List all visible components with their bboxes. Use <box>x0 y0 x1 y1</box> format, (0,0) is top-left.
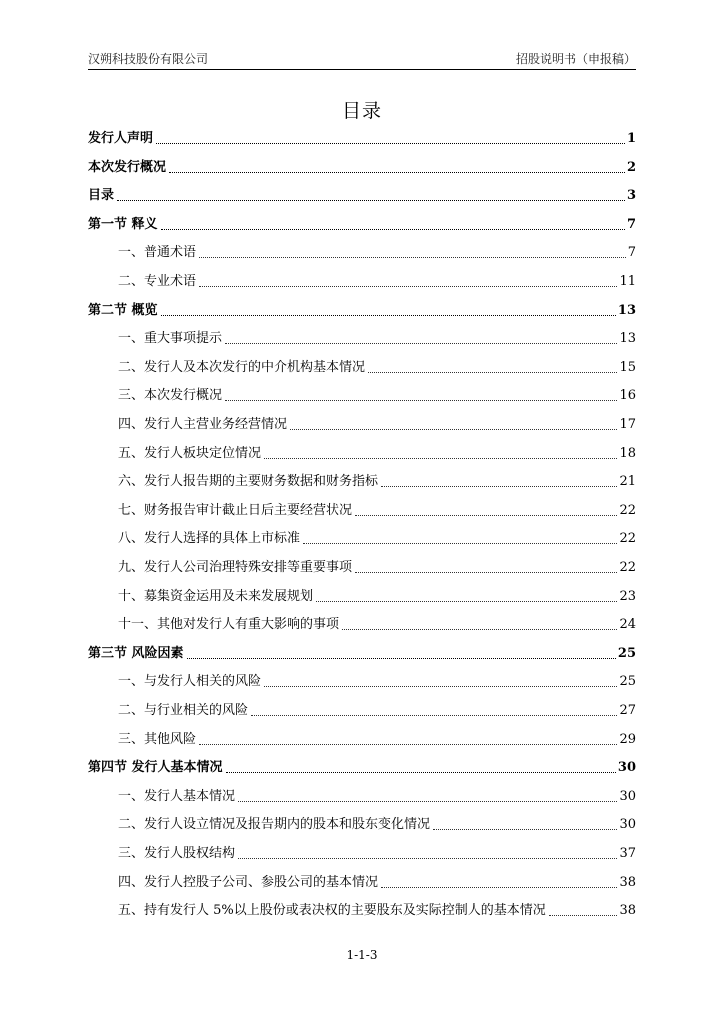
toc-entry-label: 四、发行人主营业务经营情况 <box>118 417 288 432</box>
toc-entry-label: 二、专业术语 <box>118 274 197 289</box>
toc-dot-leader <box>225 343 617 344</box>
toc-dot-leader <box>303 543 617 544</box>
toc-dot-leader <box>264 458 617 459</box>
toc-entry-label: 八、发行人选择的具体上市标准 <box>118 531 301 547</box>
toc-dot-leader <box>355 515 617 516</box>
toc-section-entry[interactable] <box>118 328 636 348</box>
toc-entry-page-number: 22 <box>619 502 636 518</box>
toc-dot-leader <box>199 257 626 258</box>
header-company-name: 汉朔科技股份有限公司 <box>88 52 209 66</box>
toc-entry-page-number: 17 <box>619 417 636 432</box>
toc-dot-leader <box>225 400 617 401</box>
toc-entry-label: 二、与行业相关的风险 <box>118 703 249 718</box>
toc-entry-page-number: 30 <box>617 760 636 776</box>
toc-section-entry[interactable] <box>118 357 636 377</box>
toc-entry-label: 五、持有发行人 5%以上股份或表决权的主要股东及实际控制人的基本情况 <box>118 903 546 919</box>
toc-entry-page-number: 22 <box>619 560 636 575</box>
toc-chapter-entry[interactable] <box>88 128 636 148</box>
toc-entry-page-number: 37 <box>619 846 636 861</box>
toc-entry-label: 六、发行人报告期的主要财务数据和财务指标 <box>118 474 379 490</box>
toc-section-entry[interactable] <box>118 500 636 520</box>
toc-dot-leader <box>169 172 625 173</box>
toc-dot-leader <box>251 715 617 716</box>
toc-entry-label: 本次发行概况 <box>88 159 167 175</box>
toc-section-entry[interactable] <box>118 614 636 634</box>
toc-entry-page-number: 38 <box>619 874 636 890</box>
toc-section-entry[interactable] <box>118 814 636 834</box>
toc-entry-label: 三、其他风险 <box>118 731 197 747</box>
toc-entry-page-number: 7 <box>626 216 636 232</box>
toc-entry-page-number: 13 <box>619 331 636 347</box>
toc-section-entry[interactable] <box>118 242 636 262</box>
toc-entry-page-number: 23 <box>619 588 636 604</box>
toc-entry-page-number: 2 <box>626 159 636 175</box>
toc-entry-label: 二、发行人及本次发行的中介机构基本情况 <box>118 359 366 375</box>
toc-entry-label: 目录 <box>88 188 115 204</box>
toc-entry-page-number: 11 <box>619 274 636 289</box>
toc-entry-label: 第一节 释义 <box>88 216 158 232</box>
toc-entry-label: 一、与发行人相关的风险 <box>118 674 262 690</box>
toc-entry-page-number: 13 <box>617 302 636 318</box>
toc-section-entry[interactable] <box>118 557 636 577</box>
toc-dot-leader <box>161 229 625 230</box>
page-title: 目录 <box>341 100 382 122</box>
toc-section-entry[interactable] <box>118 843 636 863</box>
toc-entry-page-number: 16 <box>619 388 636 404</box>
toc-dot-leader <box>199 286 617 287</box>
toc-dot-leader <box>433 829 617 830</box>
toc-dot-leader <box>187 658 616 659</box>
page-number: 1-1-3 <box>346 948 378 962</box>
toc-dot-leader <box>368 372 617 373</box>
toc-entry-label: 三、发行人股权结构 <box>118 846 236 861</box>
toc-entry-page-number: 30 <box>619 817 636 833</box>
toc-section-entry[interactable] <box>118 786 636 806</box>
toc-chapter-entry[interactable] <box>88 185 636 205</box>
toc-entry-page-number: 25 <box>619 674 636 690</box>
toc-entry-label: 五、发行人板块定位情况 <box>118 445 262 461</box>
toc-entry-label: 七、财务报告审计截止日后主要经营状况 <box>118 502 353 518</box>
toc-entry-label: 九、发行人公司治理特殊安排等重要事项 <box>118 560 353 575</box>
toc-chapter-entry[interactable] <box>88 214 636 234</box>
toc-section-entry[interactable] <box>118 471 636 491</box>
toc-section-entry[interactable] <box>118 271 636 291</box>
toc-dot-leader <box>161 315 616 316</box>
toc-dot-leader <box>156 143 625 144</box>
toc-entry-label: 十一、其他对发行人有重大影响的事项 <box>118 617 340 633</box>
toc-section-entry[interactable] <box>118 671 636 691</box>
toc-section-entry[interactable] <box>118 586 636 606</box>
header-document-type: 招股说明书（申报稿） <box>515 52 636 66</box>
toc-dot-leader <box>355 572 617 573</box>
toc-dot-leader <box>342 629 617 630</box>
toc-section-entry[interactable] <box>118 528 636 548</box>
toc-section-entry[interactable] <box>118 385 636 405</box>
toc-dot-leader <box>381 887 617 888</box>
toc-chapter-entry[interactable] <box>88 300 636 320</box>
toc-entry-page-number: 18 <box>619 445 636 461</box>
toc-entry-page-number: 21 <box>619 474 636 490</box>
toc-entry-page-number: 30 <box>619 788 636 804</box>
toc-dot-leader <box>226 772 616 773</box>
toc-dot-leader <box>549 915 618 916</box>
toc-dot-leader <box>199 744 617 745</box>
header-divider <box>88 69 636 70</box>
toc-dot-leader <box>290 429 617 430</box>
toc-entry-page-number: 7 <box>627 245 636 261</box>
toc-section-entry[interactable] <box>118 700 636 720</box>
toc-section-entry[interactable] <box>118 414 636 434</box>
toc-entry-page-number: 38 <box>619 903 636 919</box>
toc-entry-label: 十、募集资金运用及未来发展规划 <box>118 588 314 604</box>
toc-chapter-entry[interactable] <box>88 643 636 663</box>
toc-entry-label: 三、本次发行概况 <box>118 388 223 404</box>
toc-entry-label: 一、普通术语 <box>118 245 197 261</box>
toc-entry-label: 一、重大事项提示 <box>118 331 223 347</box>
toc-chapter-entry[interactable] <box>88 757 636 777</box>
toc-entry-page-number: 1 <box>626 131 636 146</box>
toc-entry-label: 第四节 发行人基本情况 <box>88 760 223 776</box>
toc-entry-label: 第二节 概览 <box>88 302 158 318</box>
toc-entry-label: 四、发行人控股子公司、参股公司的基本情况 <box>118 874 379 890</box>
toc-entry-label: 一、发行人基本情况 <box>118 788 236 804</box>
toc-entry-page-number: 25 <box>617 645 636 661</box>
toc-entry-page-number: 22 <box>619 531 636 547</box>
toc-section-entry[interactable] <box>118 900 636 920</box>
toc-section-entry[interactable] <box>118 443 636 463</box>
toc-entry-page-number: 3 <box>626 188 636 204</box>
toc-dot-leader <box>381 486 617 487</box>
toc-entry-page-number: 24 <box>619 617 636 633</box>
toc-entry-page-number: 15 <box>619 359 636 375</box>
toc-entry-label: 二、发行人设立情况及报告期内的股本和股东变化情况 <box>118 817 431 833</box>
toc-entry-page-number: 27 <box>619 703 636 718</box>
toc-dot-leader <box>264 686 617 687</box>
toc-entry-label: 发行人声明 <box>88 131 154 146</box>
toc-section-entry[interactable] <box>118 872 636 892</box>
running-header <box>88 50 636 68</box>
toc-chapter-entry[interactable] <box>88 157 636 177</box>
toc-entry-label: 第三节 风险因素 <box>88 645 184 661</box>
toc-dot-leader <box>316 601 617 602</box>
toc-entry-page-number: 29 <box>619 731 636 747</box>
toc-section-entry[interactable] <box>118 729 636 749</box>
toc-dot-leader <box>117 200 625 201</box>
toc-dot-leader <box>238 801 617 802</box>
toc-dot-leader <box>238 858 617 859</box>
